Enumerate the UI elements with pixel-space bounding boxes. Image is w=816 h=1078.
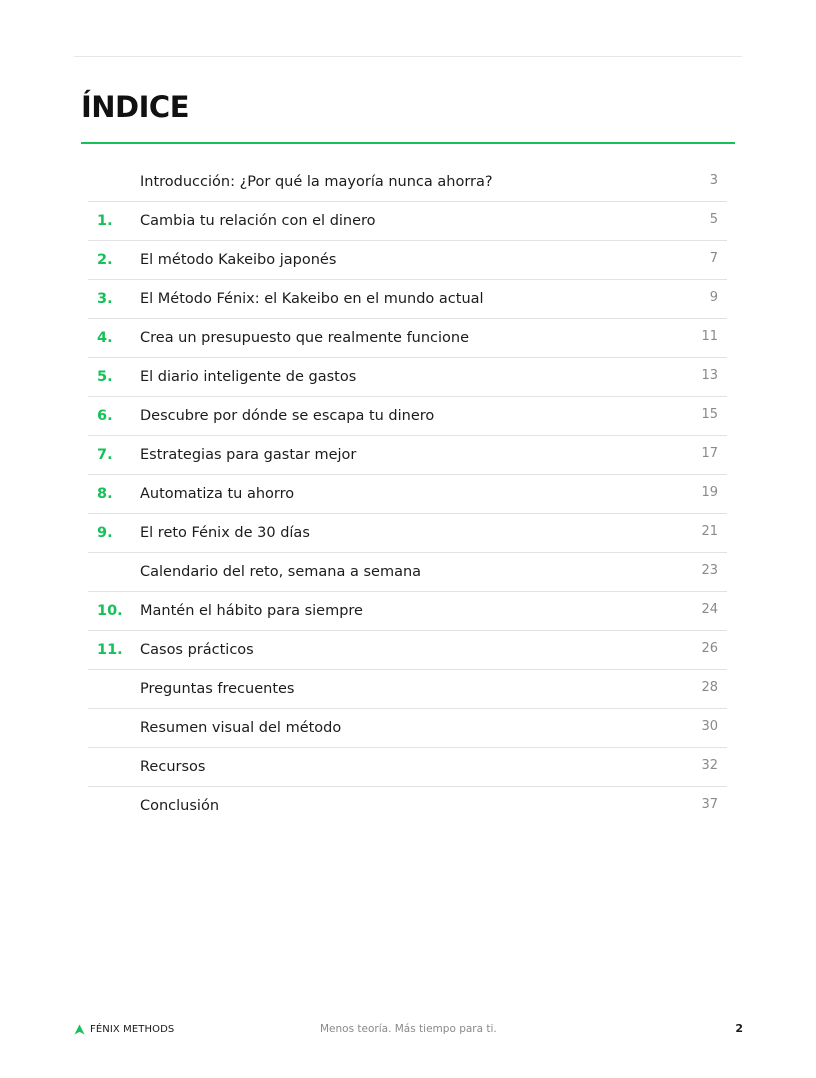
toc-entry-page: 32 [701, 758, 718, 773]
toc-entry-title: El diario inteligente de gastos [140, 369, 357, 385]
footer-brand [74, 1020, 174, 1038]
toc-entry[interactable] [88, 748, 727, 787]
toc-entry-page: 7 [709, 251, 718, 266]
toc-entry-page: 28 [701, 680, 718, 695]
toc-entry-title: Preguntas frecuentes [140, 681, 295, 697]
toc-entry-title: Automatiza tu ahorro [140, 486, 295, 502]
toc-entry[interactable] [88, 202, 727, 241]
toc-entry[interactable] [88, 592, 727, 631]
toc-entry-title: Introducción: ¿Por qué la mayoría nunca ahorra? [140, 174, 493, 190]
toc-entry-page: 21 [701, 524, 718, 539]
toc-entry-page: 15 [701, 407, 718, 422]
toc-entry-page: 17 [701, 446, 718, 461]
title-underline [81, 142, 735, 144]
page-title: ÍNDICE [81, 90, 190, 124]
toc-entry[interactable] [88, 163, 727, 202]
toc-entry-number: 6. [97, 408, 113, 424]
toc-entry-page: 37 [701, 797, 718, 812]
toc-entry-page: 11 [701, 329, 718, 344]
toc-entry-title: Descubre por dónde se escapa tu dinero [140, 408, 435, 424]
toc-entry[interactable] [88, 358, 727, 397]
toc-entry-title: Cambia tu relación con el dinero [140, 213, 376, 229]
toc-entry[interactable] [88, 397, 727, 436]
table-of-contents [88, 163, 727, 825]
toc-entry-title: Calendario del reto, semana a semana [140, 564, 422, 580]
toc-entry-page: 9 [709, 290, 718, 305]
toc-entry-number: 10. [97, 603, 123, 619]
toc-entry-number: 7. [97, 447, 113, 463]
toc-entry-page: 23 [701, 563, 718, 578]
footer-tagline: Menos teoría. Más tiempo para ti. [320, 1023, 497, 1035]
page-number: 2 [735, 1022, 743, 1035]
toc-entry[interactable] [88, 787, 727, 825]
toc-entry-number: 5. [97, 369, 113, 385]
toc-entry[interactable] [88, 709, 727, 748]
toc-entry-page: 19 [701, 485, 718, 500]
toc-entry-title: El reto Fénix de 30 días [140, 525, 310, 541]
toc-entry[interactable] [88, 241, 727, 280]
toc-entry-title: Resumen visual del método [140, 720, 342, 736]
toc-entry-number: 9. [97, 525, 113, 541]
toc-entry-page: 26 [701, 641, 718, 656]
toc-entry-page: 24 [701, 602, 718, 617]
toc-entry[interactable] [88, 280, 727, 319]
toc-entry-page: 30 [701, 719, 718, 734]
toc-entry-title: Casos prácticos [140, 642, 254, 658]
toc-entry-title: El método Kakeibo japonés [140, 252, 337, 268]
toc-entry-number: 1. [97, 213, 113, 229]
toc-entry[interactable] [88, 475, 727, 514]
toc-entry-number: 11. [97, 642, 123, 658]
toc-entry-number: 8. [97, 486, 113, 502]
toc-entry-title: Crea un presupuesto que realmente funcione [140, 330, 470, 346]
toc-entry[interactable] [88, 670, 727, 709]
brand-name: FÉNIX METHODS [90, 1023, 175, 1035]
toc-entry[interactable] [88, 319, 727, 358]
toc-entry-title: Estrategias para gastar mejor [140, 447, 357, 463]
toc-entry-number: 3. [97, 291, 113, 307]
toc-entry-title: El Método Fénix: el Kakeibo en el mundo actual [140, 291, 484, 307]
phoenix-logo-icon [74, 1024, 85, 1035]
toc-entry-page: 13 [701, 368, 718, 383]
toc-entry-title: Recursos [140, 759, 206, 775]
toc-entry-title: Mantén el hábito para siempre [140, 603, 363, 619]
toc-entry-page: 3 [709, 173, 718, 188]
toc-entry-title: Conclusión [140, 798, 220, 814]
header-divider [74, 56, 742, 57]
toc-entry[interactable] [88, 436, 727, 475]
toc-entry[interactable] [88, 553, 727, 592]
toc-entry[interactable] [88, 631, 727, 670]
toc-entry[interactable] [88, 514, 727, 553]
toc-entry-page: 5 [709, 212, 718, 227]
toc-entry-number: 2. [97, 252, 113, 268]
toc-entry-number: 4. [97, 330, 113, 346]
